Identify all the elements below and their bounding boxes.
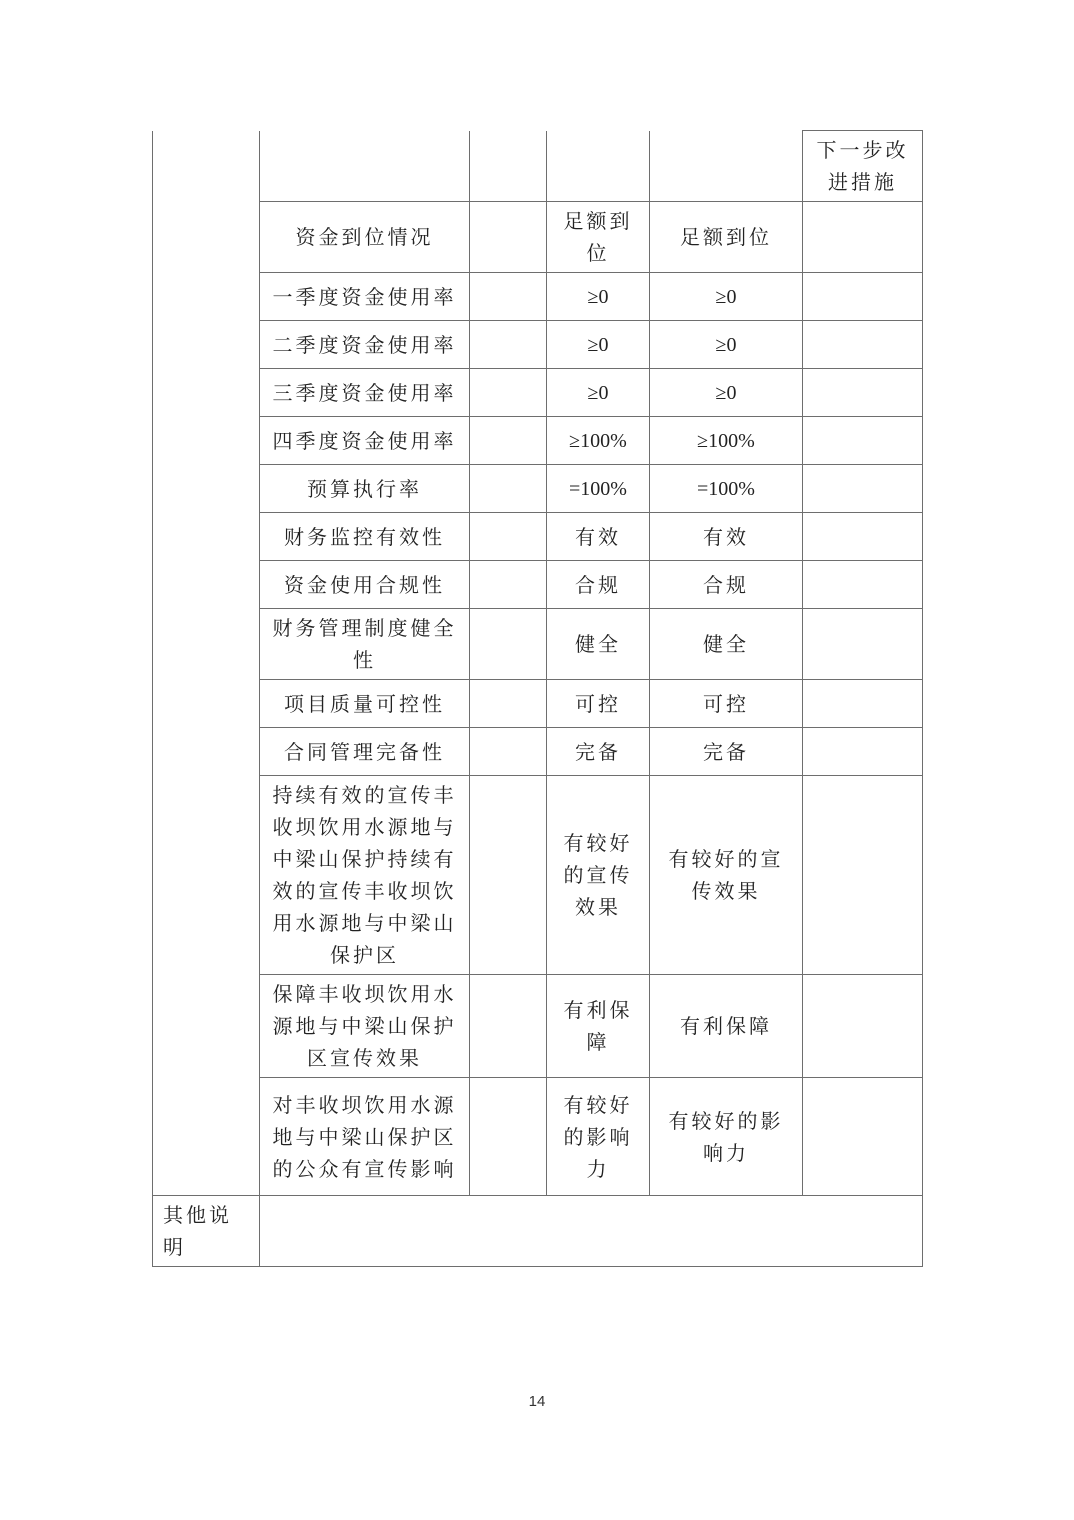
- indicator-name: 保障丰收坝饮用水源地与中梁山保护区宣传效果: [260, 975, 470, 1078]
- target-value: 完备: [547, 728, 650, 776]
- indicator-name: 合同管理完备性: [260, 728, 470, 776]
- actual-value: 有较好的宣传效果: [650, 776, 803, 975]
- target-value: 合规: [547, 561, 650, 609]
- table-row: [153, 417, 923, 465]
- empty-cell: [470, 417, 547, 465]
- actual-value: 完备: [650, 728, 803, 776]
- table-row: [153, 321, 923, 369]
- table-row: [153, 776, 923, 975]
- table-cell: [260, 131, 470, 202]
- actual-value: ≥100%: [650, 417, 803, 465]
- improvement-cell: [803, 321, 923, 369]
- table-row: [153, 369, 923, 417]
- empty-cell: [470, 975, 547, 1078]
- table-row: [153, 680, 923, 728]
- improvement-cell: [803, 465, 923, 513]
- table-row: [153, 1078, 923, 1196]
- table-row: [153, 513, 923, 561]
- improvement-cell: [803, 513, 923, 561]
- target-value: ≥0: [547, 369, 650, 417]
- target-value: 有效: [547, 513, 650, 561]
- table-row: [153, 273, 923, 321]
- empty-cell: [470, 513, 547, 561]
- target-value: 足额到位: [547, 202, 650, 273]
- actual-value: ≥0: [650, 273, 803, 321]
- target-value: 可控: [547, 680, 650, 728]
- page-number: 14: [528, 1393, 546, 1410]
- improvement-cell: [803, 417, 923, 465]
- table-cell: [470, 131, 547, 202]
- improvement-cell: [803, 369, 923, 417]
- actual-value: 健全: [650, 609, 803, 680]
- indicator-name: 财务管理制度健全性: [260, 609, 470, 680]
- actual-value: 足额到位: [650, 202, 803, 273]
- left-merged-cell: [153, 131, 260, 1196]
- improvement-cell: [803, 273, 923, 321]
- table-row: [153, 609, 923, 680]
- improvement-cell: [803, 1078, 923, 1196]
- empty-cell: [470, 202, 547, 273]
- empty-cell: [470, 321, 547, 369]
- empty-cell: [470, 561, 547, 609]
- improvement-cell: [803, 202, 923, 273]
- actual-value: 有利保障: [650, 975, 803, 1078]
- indicator-name: 二季度资金使用率: [260, 321, 470, 369]
- actual-value: 可控: [650, 680, 803, 728]
- improvement-cell: [803, 728, 923, 776]
- target-value: ≥0: [547, 321, 650, 369]
- other-notes-label: 其他说明: [153, 1196, 260, 1267]
- indicator-name: 项目质量可控性: [260, 680, 470, 728]
- performance-table: [152, 130, 923, 1267]
- indicator-name: 四季度资金使用率: [260, 417, 470, 465]
- actual-value: 合规: [650, 561, 803, 609]
- target-value: 有较好的宣传效果: [547, 776, 650, 975]
- table-row: [153, 465, 923, 513]
- other-notes-value: [260, 1196, 923, 1267]
- target-value: ≥0: [547, 273, 650, 321]
- indicator-name: 资金使用合规性: [260, 561, 470, 609]
- improvement-cell: [803, 776, 923, 975]
- empty-cell: [470, 273, 547, 321]
- empty-cell: [470, 728, 547, 776]
- actual-value: ≥0: [650, 321, 803, 369]
- table-row-other-notes: [153, 1196, 923, 1267]
- table-row: [153, 561, 923, 609]
- indicator-name: 对丰收坝饮用水源地与中梁山保护区的公众有宣传影响: [260, 1078, 470, 1196]
- table-row: [153, 202, 923, 273]
- improvement-header: 下一步改进措施: [803, 131, 923, 202]
- improvement-cell: [803, 680, 923, 728]
- indicator-name: 财务监控有效性: [260, 513, 470, 561]
- target-value: =100%: [547, 465, 650, 513]
- target-value: ≥100%: [547, 417, 650, 465]
- target-value: 有较好的影响力: [547, 1078, 650, 1196]
- actual-value: 有效: [650, 513, 803, 561]
- actual-value: 有较好的影响力: [650, 1078, 803, 1196]
- empty-cell: [470, 776, 547, 975]
- table-cell: [547, 131, 650, 202]
- indicator-name: 三季度资金使用率: [260, 369, 470, 417]
- target-value: 健全: [547, 609, 650, 680]
- table-row: [153, 131, 923, 202]
- empty-cell: [470, 609, 547, 680]
- indicator-name: 一季度资金使用率: [260, 273, 470, 321]
- improvement-cell: [803, 561, 923, 609]
- actual-value: =100%: [650, 465, 803, 513]
- improvement-cell: [803, 975, 923, 1078]
- actual-value: ≥0: [650, 369, 803, 417]
- empty-cell: [470, 465, 547, 513]
- target-value: 有利保障: [547, 975, 650, 1078]
- empty-cell: [470, 369, 547, 417]
- table-cell: [650, 131, 803, 202]
- indicator-name: 资金到位情况: [260, 202, 470, 273]
- empty-cell: [470, 680, 547, 728]
- improvement-cell: [803, 609, 923, 680]
- indicator-name: 持续有效的宣传丰收坝饮用水源地与中梁山保护持续有效的宣传丰收坝饮用水源地与中梁山保护区: [260, 776, 470, 975]
- table-row: [153, 728, 923, 776]
- table-row: [153, 975, 923, 1078]
- empty-cell: [470, 1078, 547, 1196]
- indicator-name: 预算执行率: [260, 465, 470, 513]
